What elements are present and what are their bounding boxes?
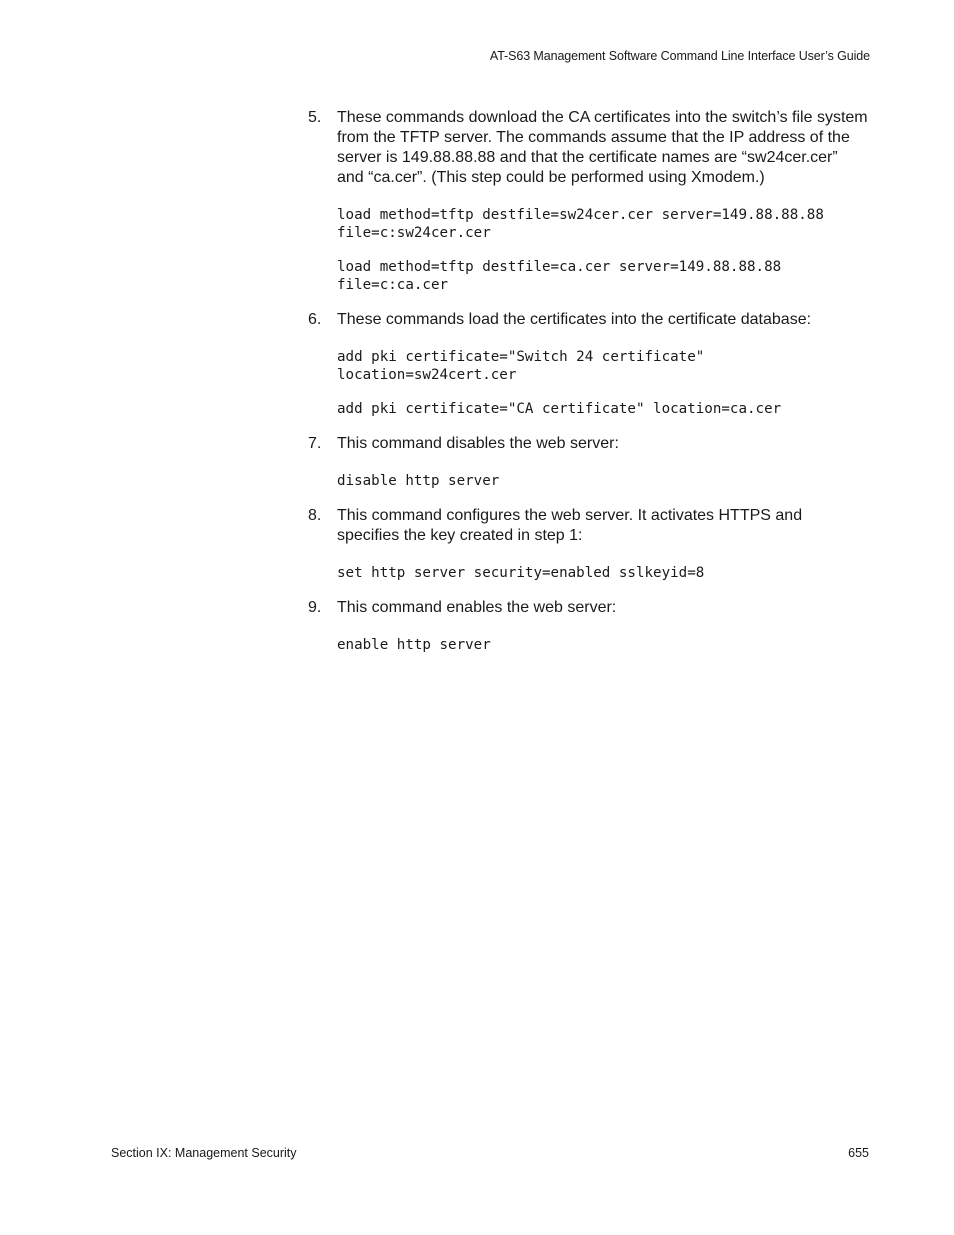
command-block: set http server security=enabled sslkeyid=8: [337, 565, 705, 581]
command-block: add pki certificate="CA certificate" location=ca.cer: [337, 401, 782, 417]
command-block: disable http server: [337, 473, 500, 489]
step-9: [308, 598, 868, 618]
step-6: [308, 310, 868, 330]
running-header: AT-S63 Management Software Command Line Interface User’s Guide: [489, 49, 870, 63]
step-text: This command enables the web server:: [337, 599, 617, 616]
command-block: enable http server: [337, 637, 491, 653]
step-5: [308, 108, 868, 188]
command-block: load method=tftp destfile=ca.cer server=149.88.88.88 file=c:ca.cer: [337, 259, 782, 293]
step-text: These commands load the certificates into the certificate database:: [337, 311, 812, 328]
step-number: 9.: [308, 599, 322, 616]
step-number: 5.: [308, 109, 322, 126]
step-number: 6.: [308, 311, 322, 328]
document-body: [308, 108, 868, 670]
page-number: 655: [848, 1146, 869, 1160]
step-number: 7.: [308, 435, 322, 452]
step-text: This command disables the web server:: [337, 435, 619, 452]
step-7: [308, 434, 868, 454]
command-block: add pki certificate="Switch 24 certificate" location=sw24cert.cer: [337, 349, 705, 383]
footer-section: Section IX: Management Security: [111, 1146, 297, 1160]
step-8: [308, 506, 868, 546]
step-text: This command configures the web server. It activates HTTPS and specifies the key created in step 1:: [337, 507, 803, 544]
step-number: 8.: [308, 507, 322, 524]
command-block: load method=tftp destfile=sw24cer.cer server=149.88.88.88 file=c:sw24cer.cer: [337, 207, 824, 241]
step-text: These commands download the CA certificates into the switch’s file system from the TFTP server. The commands assume that the IP address of the server is 149.88.88.88 and that the certificate names are “sw24cer.cer” and “ca.cer”. (This step could be performed using Xmodem.): [337, 109, 868, 186]
